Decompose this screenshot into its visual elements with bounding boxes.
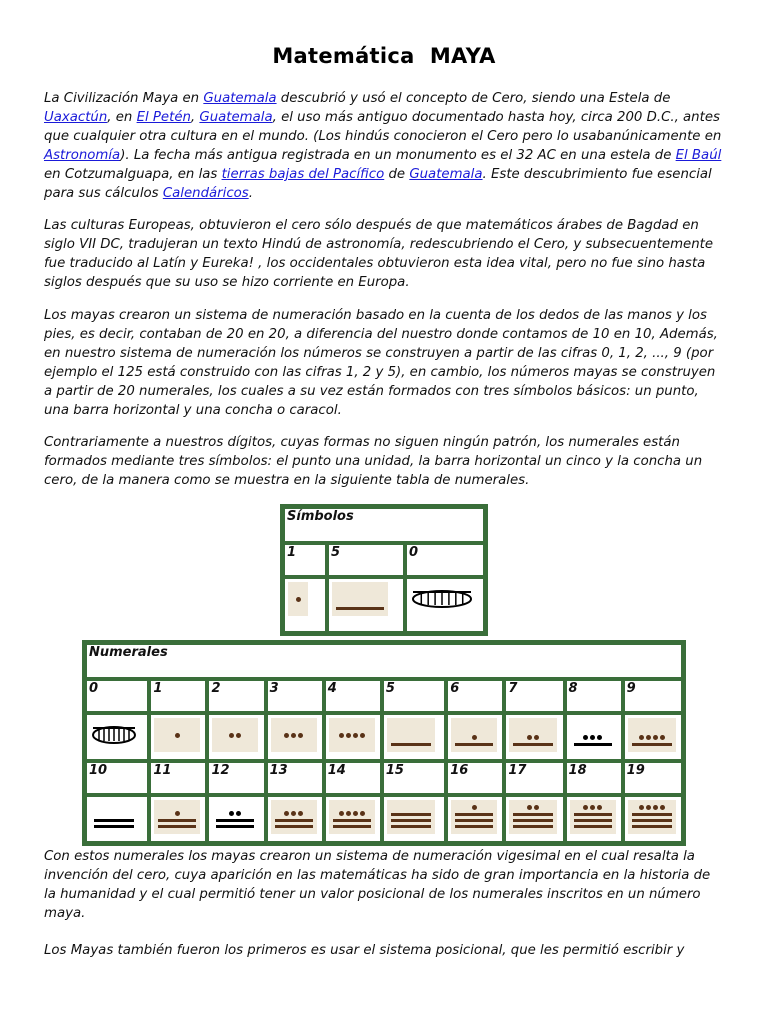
numerals-table [82, 640, 686, 846]
dot-icon [472, 735, 477, 740]
numeral-label: 6 [446, 679, 504, 713]
text-run: descubrió y usó el concepto de Cero, siendo una Estela de [276, 91, 671, 106]
text-run: de [384, 167, 410, 182]
text-run: . [248, 186, 253, 201]
dot-icon [639, 735, 644, 740]
link-guatemala[interactable]: Guatemala [199, 110, 273, 125]
dot-icon [472, 805, 477, 810]
numeral-glyph-row [85, 713, 683, 761]
numeral-glyph-cell [504, 713, 564, 761]
bar-dot-numeral-icon [451, 718, 497, 752]
numeral-glyph-cell [85, 713, 149, 761]
symbol-label: 0 [405, 543, 485, 577]
bar-icon [391, 743, 431, 746]
link-el-baul[interactable]: El Baúl [675, 148, 722, 163]
numeral-glyph-cell [324, 713, 382, 761]
numeral-glyph-cell [266, 713, 324, 761]
bar-icon [513, 743, 553, 746]
bar-icon [632, 743, 672, 746]
bar-icon [632, 819, 672, 822]
text-run: en Cotzumalguapa, en las [44, 167, 222, 182]
bar-icon [158, 819, 196, 822]
numeral-glyph-cell [324, 795, 382, 843]
link-tierras-bajas-del-pacifico[interactable]: tierras bajas del Pacífico [221, 167, 385, 182]
bar-dot-numeral-icon [332, 582, 388, 616]
bar-dot-numeral-icon [329, 800, 375, 834]
dot-icon [597, 735, 602, 740]
dot-icon [583, 735, 588, 740]
paragraph-symbols-intro: Contrariamente a nuestros dígitos, cuyas formas no siguen ningún patrón, los numerales están formados mediante tres símbolos: el punto una unidad, la barra horizontal un cinco y la concha un cero, de la manera como se muestra en la siguiente tabla de numerales. [44, 435, 703, 488]
symbols-table-title: Símbolos [283, 507, 485, 543]
bar-icon [94, 819, 134, 822]
dot-numeral-icon [212, 718, 258, 752]
dot-icon [597, 805, 602, 810]
link-guatemala[interactable]: Guatemala [409, 167, 483, 182]
bar-icon [94, 825, 134, 828]
numeral-label: 16 [446, 761, 504, 795]
dot-numeral-icon [288, 582, 308, 616]
numeral-label: 2 [207, 679, 265, 713]
bar-dot-numeral-icon [628, 718, 676, 752]
bar-icon [216, 819, 254, 822]
bar-dot-numeral-icon [570, 718, 616, 752]
numeral-glyph-cell [382, 713, 446, 761]
dot-icon [339, 811, 344, 816]
paragraph-vigesimal-summary: Con estos numerales los mayas crearon un sistema de numeración vigesimal en el cual resalta la invención del cero, cuya aparición en las matemáticas ha sido de gran importancia en la historia de la humanidad y el cual permitió tener un valor posicional de los numerales inscritos en un número maya. [44, 849, 711, 921]
bar-icon [391, 813, 431, 816]
bar-dot-numeral-icon [628, 800, 676, 834]
dot-icon [291, 811, 296, 816]
numeral-label: 18 [565, 761, 623, 795]
symbols-table [280, 504, 488, 636]
dot-icon [360, 733, 365, 738]
numeral-label: 13 [266, 761, 324, 795]
numeral-glyph-cell [85, 795, 149, 843]
bar-icon [336, 607, 384, 610]
dot-icon [236, 811, 241, 816]
bar-icon [574, 813, 612, 816]
bar-dot-numeral-icon [154, 800, 200, 834]
bar-icon [574, 819, 612, 822]
dot-icon [353, 733, 358, 738]
dot-icon [229, 733, 234, 738]
dot-icon [229, 811, 234, 816]
numeral-label-row [85, 679, 683, 713]
numeral-label: 1 [149, 679, 207, 713]
numeral-glyph-cell [504, 795, 564, 843]
dot-icon [646, 805, 651, 810]
dot-icon [590, 805, 595, 810]
dot-icon [346, 733, 351, 738]
numeral-label: 4 [324, 679, 382, 713]
paragraph-positional-system: Los Mayas también fueron los primeros es usar el sistema posicional, que les permitió escribir y [44, 943, 685, 958]
shell-icon [410, 582, 474, 616]
dot-icon [527, 805, 532, 810]
symbol-label: 1 [283, 543, 327, 577]
numeral-glyph-cell [382, 795, 446, 843]
text-run: , el uso más antiguo documentado hasta hoy, circa 200 D.C., antes que cualquier otra cultura en el mundo. (Los hindús conocieron el Cero pero lo usabanúnicamente en [44, 110, 722, 144]
bar-icon [333, 825, 371, 828]
dot-icon [639, 805, 644, 810]
numeral-label-row [85, 761, 683, 795]
dot-icon [291, 733, 296, 738]
dot-icon [353, 811, 358, 816]
bar-icon [391, 825, 431, 828]
paragraph-zero-discovery [44, 89, 724, 203]
numeral-glyph-cell [565, 795, 623, 843]
dot-numeral-icon [271, 718, 317, 752]
dot-icon [660, 735, 665, 740]
numeral-label: 9 [623, 679, 683, 713]
numeral-label: 17 [504, 761, 564, 795]
bar-dot-numeral-icon [271, 800, 317, 834]
bar-icon [275, 819, 313, 822]
bar-icon [455, 825, 493, 828]
dot-icon [284, 811, 289, 816]
page-title: Matemática MAYA [272, 44, 496, 68]
numeral-glyph-cell [207, 713, 265, 761]
bar-icon [216, 825, 254, 828]
dot-icon [583, 805, 588, 810]
bar-icon [158, 825, 196, 828]
dot-icon [298, 733, 303, 738]
numeral-label: 7 [504, 679, 564, 713]
numeral-label: 12 [207, 761, 265, 795]
numeral-label: 11 [149, 761, 207, 795]
bar-icon [455, 819, 493, 822]
dot-icon [236, 733, 241, 738]
bar-dot-numeral-icon [509, 800, 557, 834]
dot-icon [653, 805, 658, 810]
numeral-label: 15 [382, 761, 446, 795]
dot-icon [296, 597, 301, 602]
link-el-peten[interactable]: El Petén [136, 110, 191, 125]
numeral-glyph-cell [446, 713, 504, 761]
bar-icon [455, 813, 493, 816]
numeral-glyph-cell [623, 795, 683, 843]
text-run: ). La fecha más antigua registrada en un monumento es el 32 AC en una estela de [120, 148, 676, 163]
bar-icon [333, 819, 371, 822]
numeral-label: 0 [85, 679, 149, 713]
bar-icon [574, 825, 612, 828]
numeral-label: 19 [623, 761, 683, 795]
dot-icon [175, 733, 180, 738]
bar-dot-numeral-icon [212, 800, 258, 834]
link-guatemala[interactable]: Guatemala [203, 91, 277, 106]
bar-icon [275, 825, 313, 828]
text-run: . Este descubrimiento fue esencial para sus cálculos [44, 167, 712, 201]
numeral-label: 5 [382, 679, 446, 713]
dot-icon [175, 811, 180, 816]
bar-dot-numeral-icon [451, 800, 497, 834]
numeral-label: 14 [324, 761, 382, 795]
bar-icon [513, 813, 553, 816]
paragraph-vigesimal-system: Los mayas crearon un sistema de numeración basado en la cuenta de los dedos de las manos y los pies, es decir, contaban de 20 en 20, a diferencia del nuestro donde contamos de 10 en 10, Además, en nuestro sistema de numeración los números se construyen a partir de las cifras 0, 1, 2, ..., 9 (por ejemplo el 125 está construido con las cifras 1, 2 y 5), en cambio, los números mayas se construyen a partir de 20 numerales, los cuales a su vez están formados con tres símbolos básicos: un punto, una barra horizontal y una concha o caracol. [44, 308, 718, 418]
dot-icon [527, 735, 532, 740]
dot-icon [653, 735, 658, 740]
paragraph-europe-zero: Las culturas Europeas, obtuvieron el cero sólo después de que matemáticos árabes de Bagdad en siglo VII DC, tradujeran un texto Hindú de astronomía, redescubriendo el Cero, y subsecuentemente fue traducido al Latín y Eureka! , los occidentales obtuvieron esta idea vital, pero no fue sino hasta siglos después que su uso se hizo corriente en Europa. [44, 218, 714, 290]
dot-icon [534, 735, 539, 740]
symbol-label: 5 [327, 543, 405, 577]
dot-icon [339, 733, 344, 738]
link-uaxactun[interactable]: Uaxactún [44, 110, 108, 125]
numeral-glyph-cell [446, 795, 504, 843]
bar-icon [574, 743, 612, 746]
bar-icon [632, 825, 672, 828]
dot-numeral-icon [154, 718, 200, 752]
bar-icon [632, 813, 672, 816]
shell-icon [90, 718, 138, 752]
bar-icon [513, 819, 553, 822]
numeral-label: 3 [266, 679, 324, 713]
symbol-glyph-cell [405, 577, 485, 633]
dot-icon [346, 811, 351, 816]
bar-dot-numeral-icon [90, 800, 138, 834]
bar-dot-numeral-icon [509, 718, 557, 752]
bar-dot-numeral-icon [387, 800, 435, 834]
text-run: , en [107, 110, 137, 125]
text-run: , [190, 110, 200, 125]
numerals-table-title: Numerales [85, 643, 683, 679]
numeral-glyph-cell [149, 713, 207, 761]
bar-icon [391, 819, 431, 822]
bar-icon [455, 743, 493, 746]
symbol-glyph-cell [327, 577, 405, 633]
numeral-glyph-cell [623, 713, 683, 761]
numeral-glyph-cell [266, 795, 324, 843]
text-run: La Civilización Maya en [44, 91, 204, 106]
numeral-glyph-row [85, 795, 683, 843]
dot-numeral-icon [329, 718, 375, 752]
dot-icon [534, 805, 539, 810]
dot-icon [646, 735, 651, 740]
dot-icon [298, 811, 303, 816]
numeral-glyph-cell [207, 795, 265, 843]
symbols-glyph-row [283, 577, 485, 633]
dot-icon [590, 735, 595, 740]
numeral-glyph-cell [565, 713, 623, 761]
symbol-glyph-cell [283, 577, 327, 633]
dot-icon [284, 733, 289, 738]
bar-icon [513, 825, 553, 828]
dot-icon [360, 811, 365, 816]
bar-dot-numeral-icon [387, 718, 435, 752]
link-calendaricos[interactable]: Calendáricos [162, 186, 249, 201]
link-astronomia[interactable]: Astronomía [44, 148, 121, 163]
dot-icon [660, 805, 665, 810]
bar-dot-numeral-icon [570, 800, 616, 834]
numeral-glyph-cell [149, 795, 207, 843]
numerals-body [85, 679, 683, 843]
numeral-label: 10 [85, 761, 149, 795]
numeral-label: 8 [565, 679, 623, 713]
